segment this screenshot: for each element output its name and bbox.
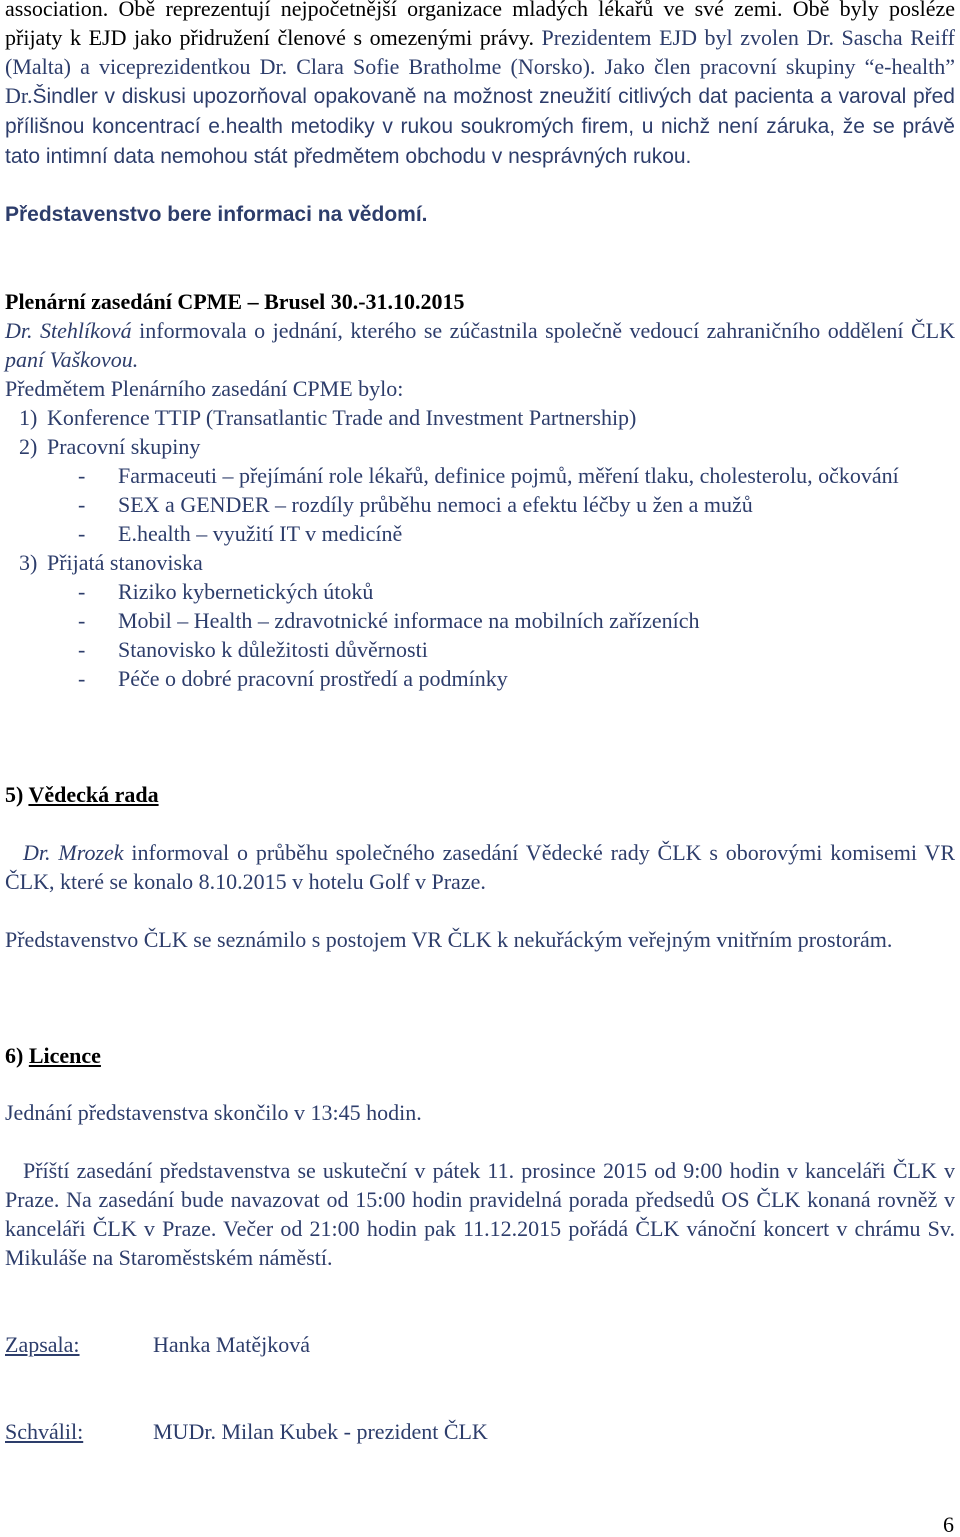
sub-item: - E.health – využití IT v medicíně <box>78 521 403 546</box>
list-item-label: Konference TTIP (Transatlantic Trade and Investment Partnership) <box>47 405 637 430</box>
cpme-list <box>5 403 955 693</box>
sub-item: - Péče o dobré pracovní prostředí a podmínky <box>78 666 508 691</box>
section6-heading: 6) Licence <box>5 1043 101 1068</box>
list-item: 1) Konference TTIP (Transatlantic Trade and Investment Partnership) <box>19 405 637 430</box>
closing-end: Jednání představenstva skončilo v 13:45 hodin. <box>5 1100 422 1125</box>
cpme-heading: Plenární zasedání CPME – Brusel 30.-31.10.2015 <box>5 289 465 314</box>
section6-title: Licence <box>28 1043 101 1068</box>
cpme-text1: informovala o jednání, kterého se zúčastnila společně vedoucí zahraničního oddělení ČLK <box>131 318 956 343</box>
cpme-subject: Předmětem Plenárního zasedání CPME bylo: <box>5 376 404 401</box>
list-item: 2) Pracovní skupiny <box>19 434 201 459</box>
section5-heading: 5) Vědecká rada <box>5 782 159 807</box>
intro-note: Představenstvo bere informaci na vědomí. <box>5 203 428 226</box>
cpme-dr: Dr. <box>5 318 33 343</box>
approved-name: MUDr. Milan Kubek - prezident ČLK <box>153 1419 488 1444</box>
cpme-name2: paní Vaškovou. <box>5 347 139 372</box>
intro-sans-text: Šindler v diskusi upozorňoval opakovaně na možnost zneužití citlivých dat pacienta a varoval před přílišnou koncentrací e.health metodiky v rukou soukromých firem, u nichž není záruka, že se právě tato intimní data nemohou stát předmětem obchodu v nesprávných rukou. <box>5 85 955 168</box>
section5-dr: Dr. <box>23 840 51 865</box>
list-item: 3) Přijatá stanoviska <box>19 550 203 575</box>
section5-text: informoval o průběhu společného zasedání Vědecké rady ČLK s oborovými komisemi VR ČLK, které se konalo 8.10.2015 v hotelu Golf v Praze. <box>5 840 955 894</box>
list-item-label: Přijatá stanoviska <box>47 550 203 575</box>
closing-next: Příští zasedání představenstva se uskuteční v pátek 11. prosince 2015 od 9:00 hodin v kanceláři ČLK v Praze. Na zasedání bude navazovat od 15:00 hodin pravidelná porada předsedů OS ČLK konaná rovněž v kanceláři ČLK v Praze. Večer od 21:00 hodin pak 11.12.2015 pořádá ČLK vánoční koncert v chrámu Sv. Mikuláše na Staroměstském náměstí. <box>5 1158 955 1270</box>
approved-label: Schválil: <box>5 1419 84 1444</box>
intro-paragraph <box>5 0 955 171</box>
page-number: 6 <box>943 1512 954 1537</box>
list-item-label: Pracovní skupiny <box>47 434 201 459</box>
intro-line2: Prezidentem EJD byl zvolen Dr. Sascha Reiff (Malta) a viceprezidentkou Dr. Clara Sofie Bratholme (Norsko). Jako člen pracovní skupiny “e-health” Dr. <box>5 25 955 108</box>
sub-item: - Stanovisko k důležitosti důvěrnosti <box>78 637 428 662</box>
cpme-paragraph <box>5 316 955 374</box>
section5-title: Vědecká rada <box>28 782 159 807</box>
section5-note: Představenstvo ČLK se seznámilo s postojem VR ČLK k nekuřáckým veřejným vnitřním prostorám. <box>5 927 893 952</box>
sub-item: - Riziko kybernetických útoků <box>78 579 374 604</box>
wrote-name: Hanka Matějková <box>153 1332 310 1357</box>
section5-name: Mrozek <box>58 840 124 865</box>
sub-item: - Mobil – Health – zdravotnické informace na mobilních zařízeních <box>78 608 700 633</box>
signature-wrote <box>5 1330 310 1359</box>
wrote-label: Zapsala: <box>5 1332 80 1357</box>
sub-item: - SEX a GENDER – rozdíly průběhu nemoci a efektu léčby u žen a mužů <box>78 492 753 517</box>
sub-item: - Farmaceuti – přejímání role lékařů, definice pojmů, měření tlaku, cholesterolu, očkování <box>78 463 899 488</box>
intro-line1: association. Obě reprezentují nejpočetnější organizace mladých lékařů ve své zemi. Obě byly posléze přijaty k EJD jako přidružení členové s omezenými právy. <box>5 0 955 50</box>
cpme-name1: Stehlíková <box>40 318 132 343</box>
signature-approved <box>5 1417 488 1446</box>
section5-paragraph <box>5 838 955 896</box>
